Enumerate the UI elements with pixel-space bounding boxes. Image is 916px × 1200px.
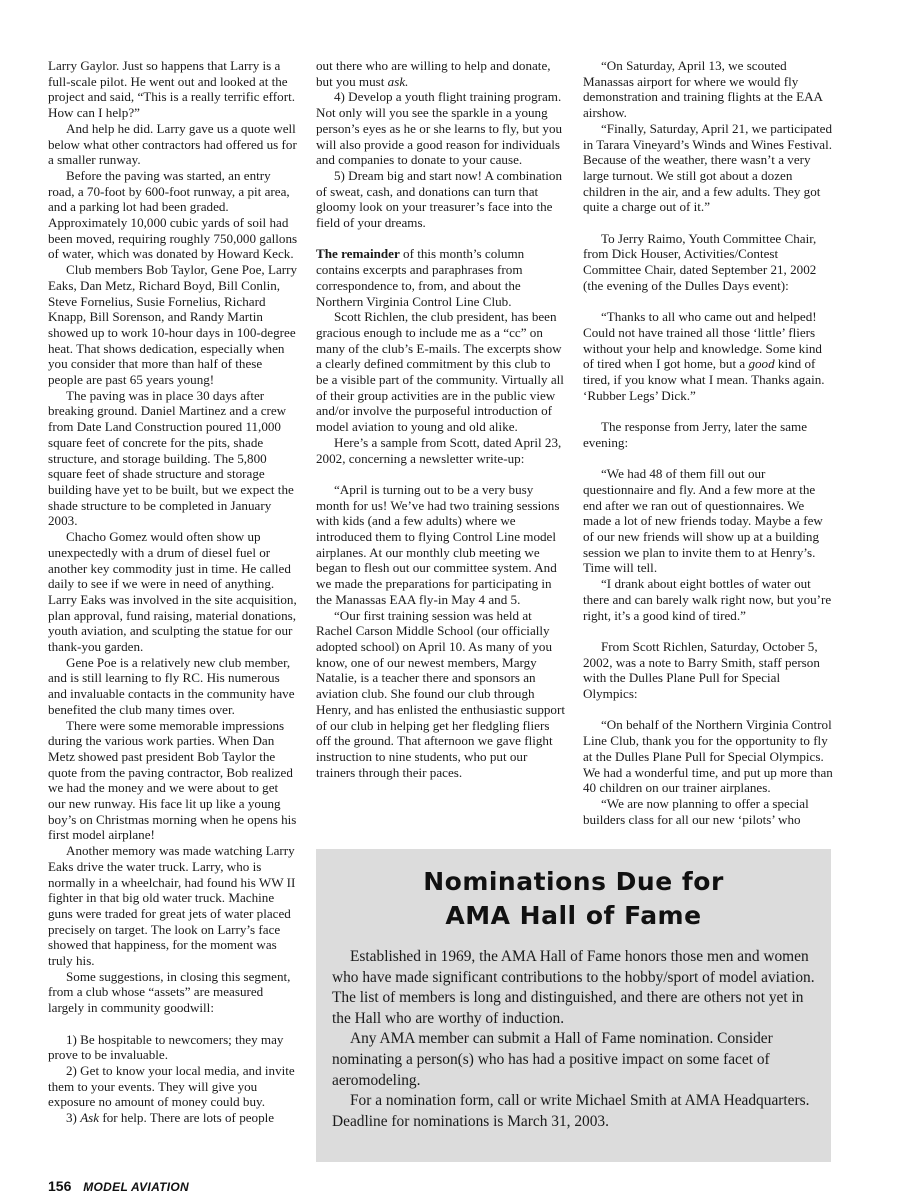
quote-paragraph: “We are now planning to offer a special builders class for all our new ‘pilots’ who [583, 795, 809, 827]
paragraph: Before the paving was started, an entry road, a 70-foot by 600-foot runway, a pit area, and a parking lot had been graded. Approximately 10,000 cubic yards of soil had been moved, requiring roughly 750,000 gallons of water, which was donated by Howard Keck. [48, 167, 298, 262]
sidebar-title-line: AMA Hall of Fame [445, 901, 702, 930]
paragraph: Gene Poe is a relatively new club member, and is still learning to fly RC. His numerous and invaluable contacts in the community have benefited the club many times over. [48, 654, 295, 717]
article-column-3 [583, 58, 833, 827]
suggestion-item: 2) Get to know your local media, and invite them to your events. They will give you exposure no amount of money could buy. [48, 1062, 295, 1110]
quote-paragraph: “I drank about eight bottles of water out there and can barely walk right now, but you’re right, it’s a good kind of tired.” [583, 576, 832, 623]
suggestion-item: 4) Develop a youth flight training program. Not only will you see the sparkle in a young person’s eyes as he or she learns to fly, but you will also provide a good reason for individuals and companies to donate to your cause. [316, 89, 563, 168]
quote-paragraph: “We had 48 of them fill out our questionnaire and fly. And a few more at the end after we ran out of questionnaires. We made a lot of new friends today. Maybe a few of our new friends will show up at a building session we plan to invite them to at Henry’s. Time will tell. [583, 466, 823, 576]
hall-of-fame-sidebar [316, 849, 831, 1162]
article-column-1 [48, 58, 298, 1126]
page-footer [48, 1178, 189, 1194]
paragraph: Here’s a sample from Scott, dated April 23, 2002, concerning a newsletter write-up: [316, 434, 562, 466]
paragraph: Club members Bob Taylor, Gene Poe, Larry Eaks, Dan Metz, Richard Boyd, Bill Conlin, Steve Fornelius, Susie Fornelius, Richard Knapp, Bill Sorenson, and Randy Martin showed up to work 10-hour days in 100-degree heat. That shows dedication, especially when you consider that more than half of these people are past 65 years young! [48, 262, 298, 388]
paragraph: Scott Richlen, the club president, has been gracious enough to include me as a “cc” on many of the club’s E-mails. The excerpts show a clearly defined commitment by this club to be a visible part of the community. Virtually all of their group activities are in the public view and/or involve the purposeful introduction of model aviation to young and old alike. [316, 309, 564, 435]
section-lead-text: The remainder [316, 246, 400, 262]
emphasis-text: ask. [387, 73, 409, 89]
quote-paragraph: “On Saturday, April 13, we scouted Manassas airport for where we would fly demonstration and training flights at the EAA airshow. [583, 58, 823, 121]
quote-paragraph: “Thanks to all who came out and helped! Could not have trained all those ‘little’ fliers without your help and knowledge. Some kind of tired when I got home, but a good kind of tired, if you know what I mean. Thanks again. ‘Rubber Legs’ Dick.” [583, 309, 825, 403]
quote-paragraph: “On behalf of the Northern Virginia Control Line Club, thank you for the opportunity to fly at the Dulles Plane Pull for Special Olympics. We had a wonderful time, and put up more than 40 children on our trainer airplanes. [583, 717, 833, 796]
article-column-2 [316, 58, 566, 780]
quote-paragraph: “Our first training session was held at Rachel Carson Middle School (our officially adopted school) on April 10. As many of you know, one of our newest members, Margy Natalie, is a teacher there and sponsors an aviation club. She found our club through Henry, and has enlisted the enthusiastic support of our club in helping get her fledgling fliers off the ground. That afternoon we gave flight instruction to nine students, who put our trainers through their paces. [316, 607, 565, 780]
quote-paragraph: “Finally, Saturday, April 21, we participated in Tarara Vineyard’s Winds and Wines Festival. Because of the weather, there wasn’t a very large turnout. We still got about a dozen children in the air, and a few adults. They got quite a charge out of it.” [583, 120, 833, 215]
paragraph: To Jerry Raimo, Youth Committee Chair, from Dick Houser, Activities/Contest Committee Chair, dated September 21, 2002 (the evening of the Dulles Days event): [583, 230, 817, 293]
paragraph: There were some memorable impressions during the various work parties. When Dan Metz showed past president Bob Taylor the quote from the paving contractor, Bob realized we had the money and we were about to get our new runway. His face lit up like a young boy’s on Christmas morning when he opens his first model airplane! [48, 717, 297, 843]
paragraph: And help he did. Larry gave us a quote well below what other contractors had offered us for a smaller runway. [48, 120, 297, 168]
page-number: 156 [48, 1178, 72, 1194]
paragraph: Another memory was made watching Larry Eaks drive the water truck. Larry, who is normally in a wheelchair, had found his WW II fighter in that big old water truck. Machine guns were traded for great jets of water placed precisely on target. The look on Larry’s face showed that happiness, for the moment was truly his. [48, 843, 296, 969]
sidebar-paragraph: Established in 1969, the AMA Hall of Fame honors those men and women who have made significant contributions to the hobby/sport of model aviation. The list of members is long and distinguished, and there are others not yet in the Hall who are worthy of induction. [332, 948, 815, 1027]
sidebar-paragraph: For a nomination form, call or write Michael Smith at AMA Headquarters. Deadline for nominations is March 31, 2003. [332, 1092, 810, 1130]
emphasis-text: Ask [80, 1110, 100, 1126]
suggestion-item: 5) Dream big and start now! A combination of sweat, cash, and donations can turn that gloomy look on your treasurer’s face into the field of your dreams. [316, 167, 563, 231]
paragraph: Larry Gaylor. Just so happens that Larry is a full-scale pilot. He went out and looked at the project and said, “This is a really terrific effort. How can I help?” [48, 58, 295, 121]
sidebar-title-line: Nominations Due for [423, 867, 724, 896]
paragraph: The paving was in place 30 days after breaking ground. Daniel Martinez and a crew from Date Land Construction poured 11,000 square feet of concrete for the pits, shade structure, and storage building. The 5,800 square feet of shade structure and storage building have yet to be built, but we expect the shade structure to be completed in January 2003. [48, 387, 294, 529]
paragraph: The response from Jerry, later the same evening: [583, 419, 808, 450]
section-lead-paragraph: The remainder of this month’s column contains excerpts and paraphrases from correspondence to, from, and about the Northern Virginia Control Line Club. [316, 246, 525, 309]
suggestion-item: 3) Ask for help. There are lots of people [66, 1110, 275, 1126]
suggestion-item: 1) Be hospitable to newcomers; they may prove to be invaluable. [48, 1031, 284, 1063]
paragraph: From Scott Richlen, Saturday, October 5, 2002, was a note to Barry Smith, staff person with the Dulles Plane Pull for Special Olympics: [583, 638, 820, 702]
paragraph: Some suggestions, in closing this segment, from a club whose “assets” are measured largely in community goodwill: [48, 968, 291, 1016]
sidebar-title [316, 865, 831, 933]
emphasis-text: good [748, 356, 775, 372]
sidebar-body [332, 947, 815, 1132]
sidebar-paragraph: Any AMA member can submit a Hall of Fame nomination. Consider nominating a person(s) who has had a positive impact on some facet of aeromodeling. [332, 1030, 773, 1089]
magazine-name: MODEL AVIATION [83, 1180, 190, 1194]
paragraph: out there who are willing to help and donate, but you must ask. [316, 58, 551, 89]
paragraph: Chacho Gomez would often show up unexpectedly with a drum of diesel fuel or another key commodity just in time. He called daily to see if we were in need of anything. Larry Eaks was involved in the site acquisition, plan approval, fund raising, material donations, youth aviation, and sculpting the statue for our thank-you garden. [48, 529, 297, 655]
quote-paragraph: “April is turning out to be a very busy month for us! We’ve had two training sessions with kids (and a few adults) where we introduced them to flying Control Line model airplanes. At our monthly club meeting we began to flesh out our committee system. And we made the preparations for participating in the Manassas EAA fly-in May 4 and 5. [316, 481, 560, 607]
